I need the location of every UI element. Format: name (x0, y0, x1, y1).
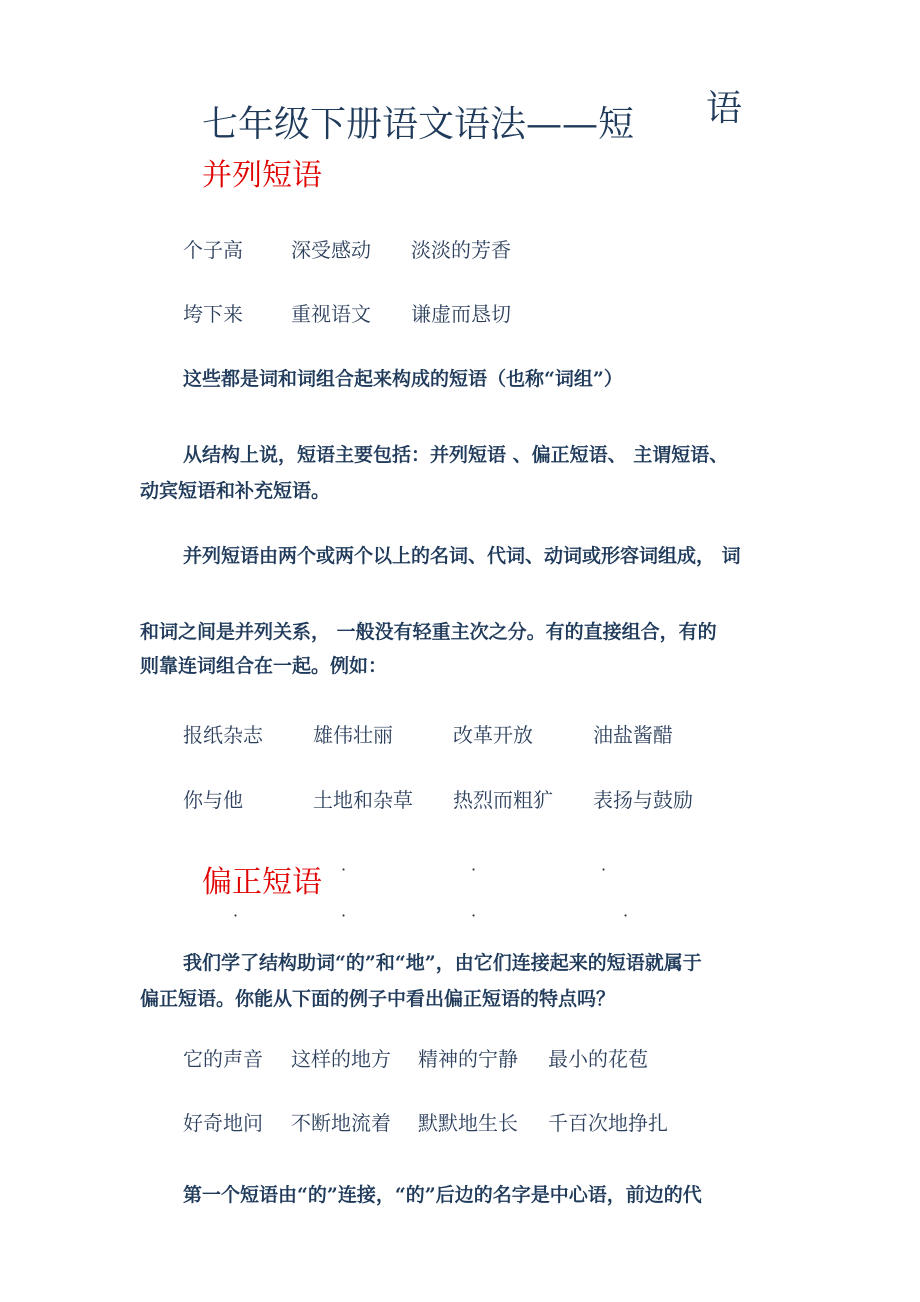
example-phrase: 千百次地挣扎 (548, 1111, 668, 1135)
paragraph-text: 和词之间是并列关系， 一般没有轻重主次之分。有的直接组合，有的 (140, 621, 717, 643)
emphasis-dot: · (233, 906, 239, 925)
example-phrase: 你与他 (183, 788, 243, 812)
example-phrase: 表扬与鼓励 (593, 788, 693, 812)
emphasis-dot: · (471, 860, 477, 879)
example-phrase: 报纸杂志 (183, 723, 263, 747)
paragraph-text: 我们学了结构助词“的”和“地”，由它们连接起来的短语就属于 (183, 952, 702, 974)
example-phrase: 深受感动 (291, 238, 371, 262)
page-title-tail: 语 (706, 88, 743, 129)
paragraph-text: 则靠连词组合在一起。例如： (140, 655, 388, 677)
example-phrase: 淡淡的芳香 (411, 238, 511, 262)
example-phrase: 默默地生长 (418, 1111, 518, 1135)
example-phrase: 热烈而粗犷 (453, 788, 553, 812)
example-phrase: 重视语文 (291, 302, 371, 326)
paragraph-text: 动宾短语和补充短语。 (140, 480, 331, 502)
section-heading-coordinate-phrase: 并列短语 (202, 158, 322, 193)
example-phrase: 好奇地问 (183, 1111, 263, 1135)
paragraph-text: 第一个短语由“的”连接，“的”后边的名字是中心语，前边的代 (183, 1184, 702, 1206)
page-title: 七年级下册语文语法——短 (202, 104, 635, 145)
example-phrase: 改革开放 (453, 723, 533, 747)
example-phrase: 谦虚而恳切 (411, 302, 511, 326)
example-phrase: 最小的花苞 (548, 1047, 648, 1071)
example-phrase: 油盐酱醋 (593, 723, 673, 747)
emphasis-dot: · (623, 906, 629, 925)
example-phrase: 土地和杂草 (313, 788, 413, 812)
emphasis-dot: · (341, 906, 347, 925)
paragraph-text: 偏正短语。你能从下面的例子中看出偏正短语的特点吗？ (140, 988, 616, 1010)
example-phrase: 个子高 (183, 238, 243, 262)
example-phrase: 这样的地方 (291, 1047, 391, 1071)
example-phrase: 垮下来 (183, 302, 243, 326)
example-phrase: 不断地流着 (291, 1111, 391, 1135)
paragraph-text: 从结构上说，短语主要包括：并列短语 、偏正短语、 主谓短语、 (183, 444, 729, 466)
example-phrase: 雄伟壮丽 (313, 723, 393, 747)
paragraph-text: 并列短语由两个或两个以上的名词、代词、动词或形容词组成， 词 (183, 545, 741, 567)
section-heading-modifier-phrase: 偏正短语 (202, 865, 322, 900)
example-phrase: 它的声音 (183, 1047, 263, 1071)
emphasis-dot: · (471, 906, 477, 925)
paragraph-text: 这些都是词和词组合起来构成的短语（也称“词组”） (183, 368, 623, 390)
emphasis-dot: · (601, 860, 607, 879)
emphasis-dot: · (341, 860, 347, 879)
example-phrase: 精神的宁静 (418, 1047, 518, 1071)
